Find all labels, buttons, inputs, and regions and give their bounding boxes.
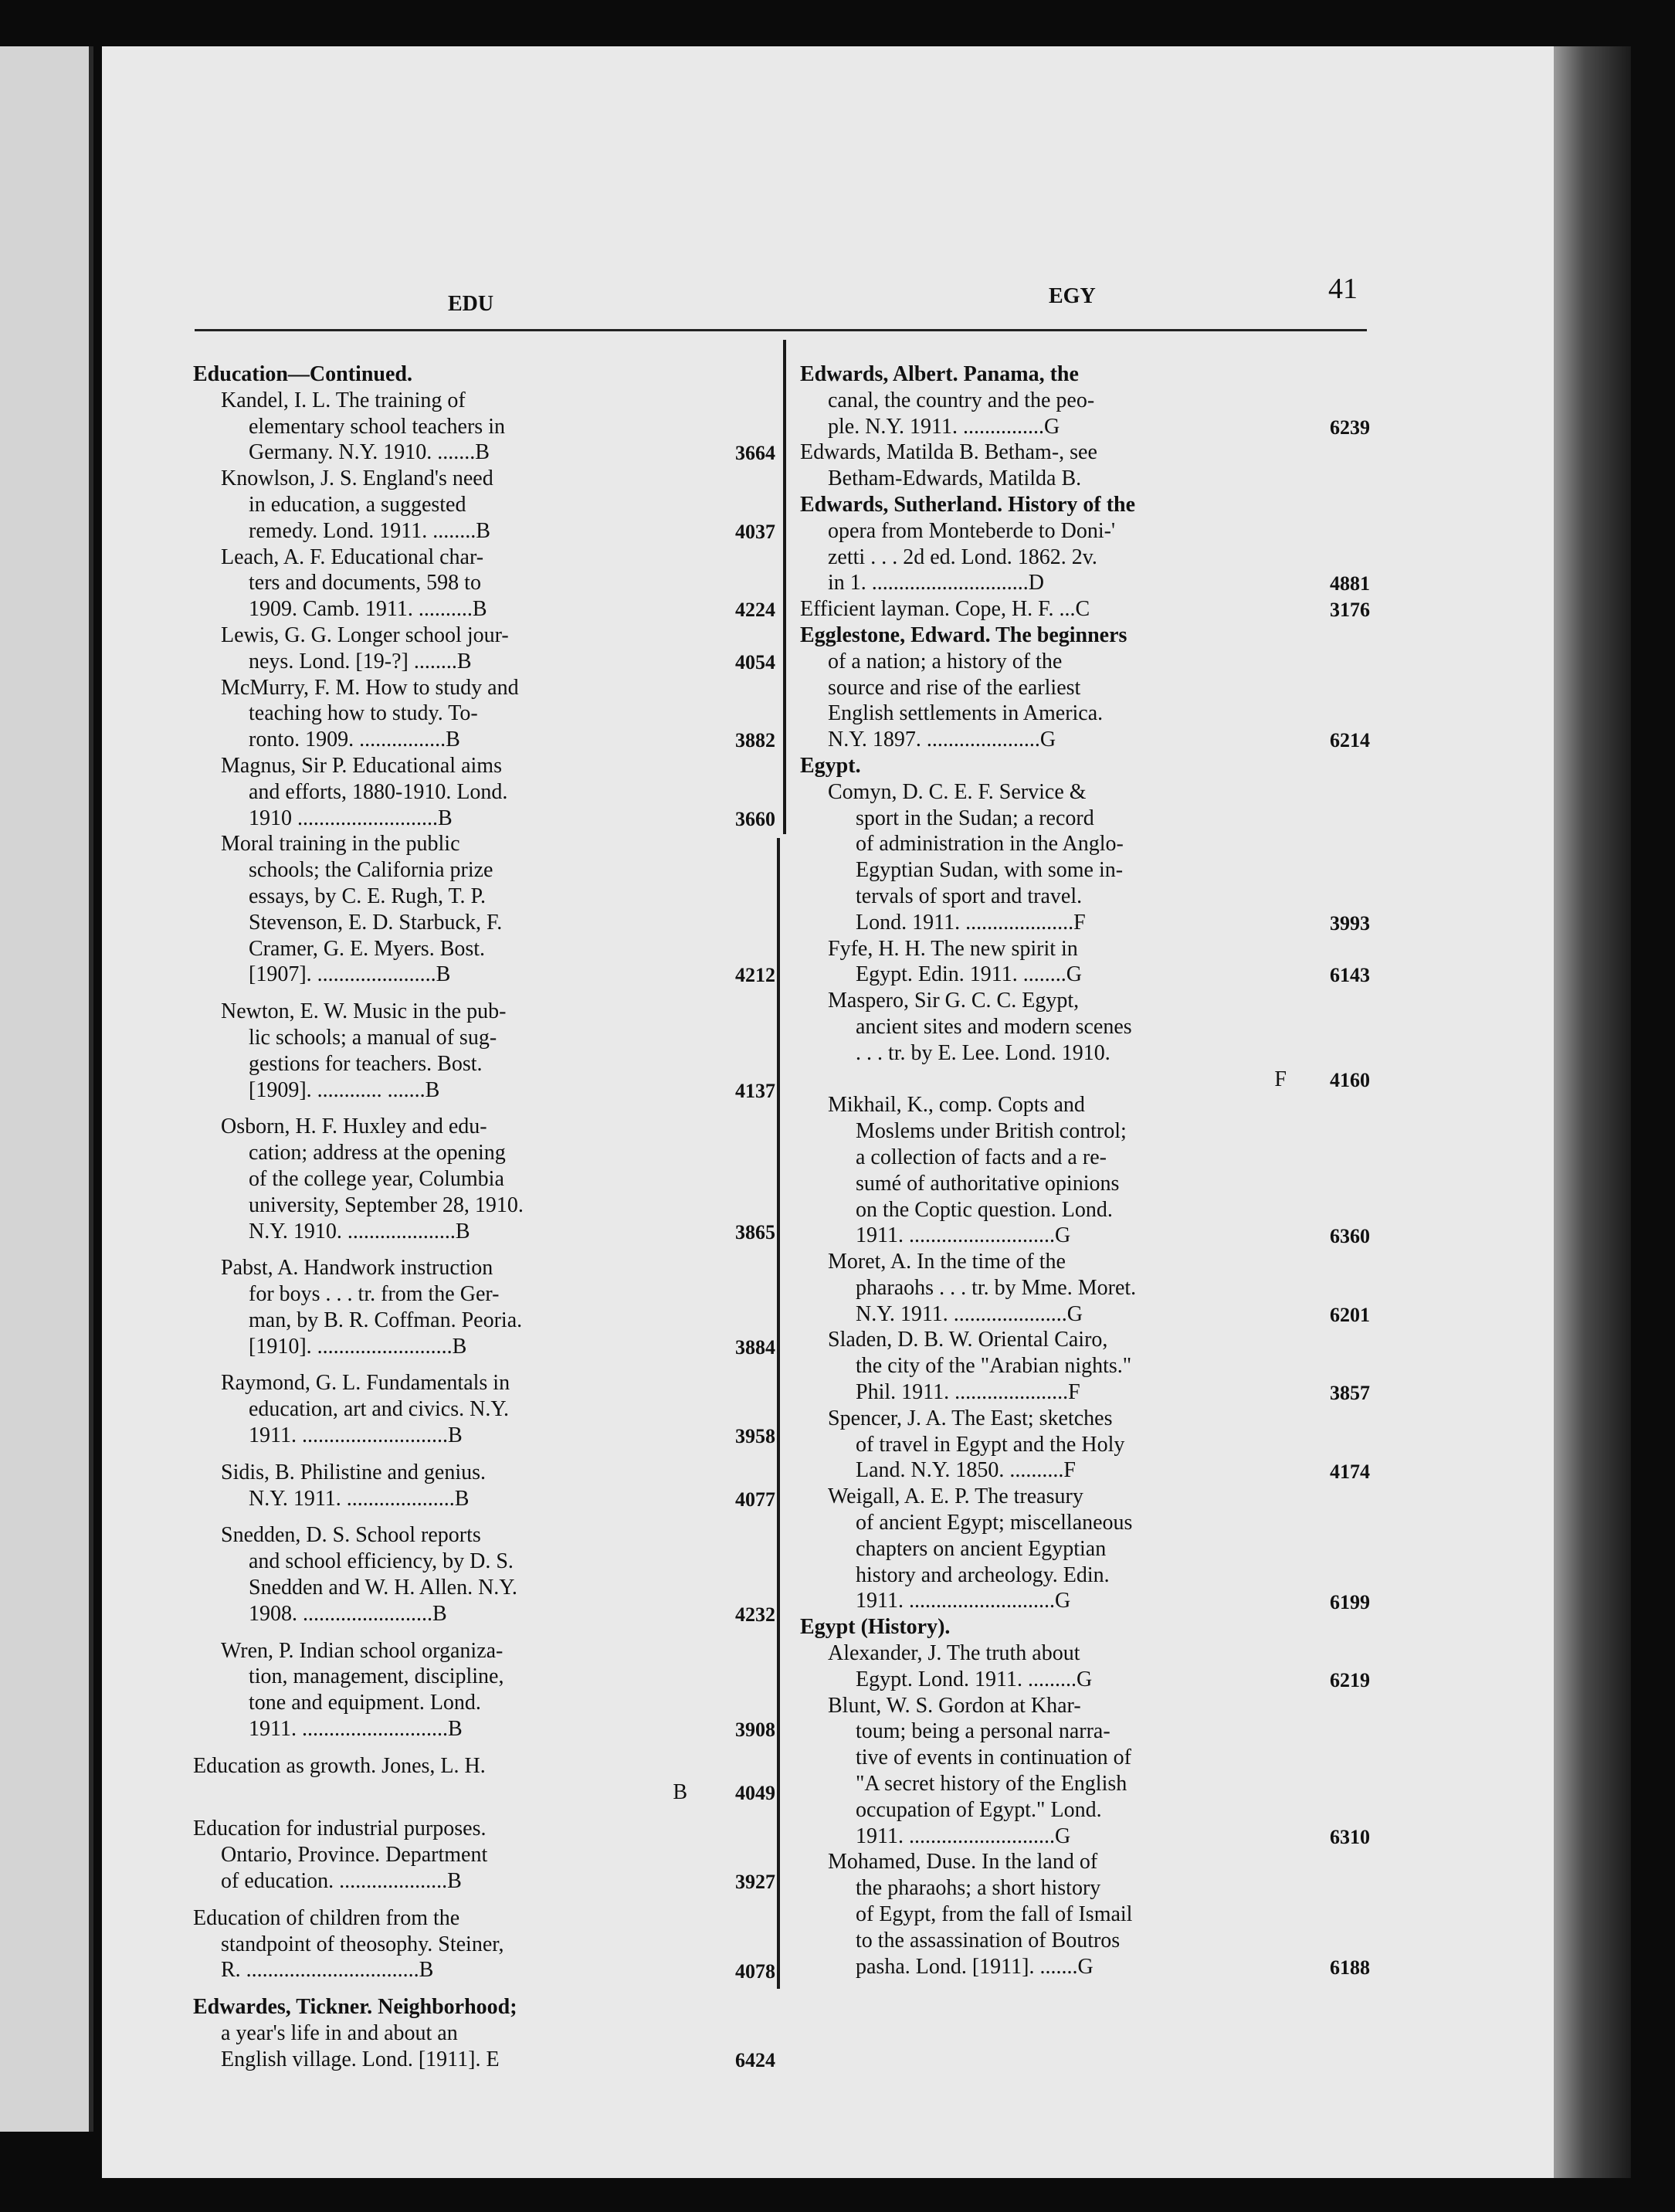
entry-line: Egypt. Lond. 1911. .........G	[856, 1667, 1093, 1691]
entry-line: schools; the California prize	[249, 858, 493, 883]
entry-line: zetti . . . 2d ed. Lond. 1862. 2v.	[828, 545, 1097, 569]
entry-line: Sidis, B. Philistine and genius.	[221, 1460, 487, 1484]
call-number: 3176	[1330, 599, 1370, 622]
call-number: 4224	[735, 599, 775, 622]
entry-line: sport in the Sudan; a record	[856, 806, 1094, 830]
entry-line: Edwards, Matilda B. Betham-, see	[800, 440, 1097, 465]
entry-line: for boys . . . tr. from the Ger-	[249, 1282, 500, 1307]
entry-line: Edwards, Albert. Panama, the	[800, 362, 1079, 386]
entry-line: Snedden, D. S. School reports	[221, 1523, 481, 1548]
entry-line: ple. N.Y. 1911. ...............G	[828, 414, 1060, 439]
entry-line: N.Y. 1911. ....................B	[249, 1486, 470, 1511]
entry-line: essays, by C. E. Rugh, T. P.	[249, 884, 486, 908]
call-number: 3884	[735, 1335, 775, 1359]
call-number: 4174	[1330, 1460, 1370, 1483]
entry-line: pasha. Lond. [1911]. .......G	[856, 1954, 1093, 1979]
entry-line: ancient sites and modern scenes	[856, 1014, 1132, 1039]
entry-line: of a nation; a history of the	[828, 649, 1063, 673]
entry-line: of travel in Egypt and the Holy	[856, 1432, 1125, 1457]
entry-line: Knowlson, J. S. England's need	[221, 466, 493, 491]
entry-line: pharaohs . . . tr. by Mme. Moret.	[856, 1275, 1137, 1300]
entry-line: Maspero, Sir G. C. C. Egypt,	[828, 989, 1080, 1013]
entry-line: of the college year, Columbia	[249, 1166, 504, 1191]
entry-line: Kandel, I. L. The training of	[221, 388, 466, 412]
subject-heading: Egypt (History).	[800, 1615, 951, 1640]
entry-line: [1907]. ......................B	[249, 962, 451, 987]
entry-line: Betham-Edwards, Matilda B.	[828, 466, 1082, 491]
entry-line: and school efficiency, by D. S.	[249, 1549, 514, 1574]
entry-line: canal, the country and the peo-	[828, 388, 1095, 412]
call-number: 4881	[1330, 572, 1370, 595]
entry-line: Cramer, G. E. Myers. Bost.	[249, 936, 486, 961]
entry-line: Education as growth. Jones, L. H.	[193, 1753, 486, 1778]
call-number: 3927	[735, 1871, 775, 1894]
entry-line: university, September 28, 1910.	[249, 1193, 524, 1217]
call-number: 6424	[735, 2049, 775, 2071]
entry-line: tion, management, discipline,	[249, 1664, 504, 1689]
call-number: 3660	[735, 807, 775, 830]
entry-line: teaching how to study. To-	[249, 701, 478, 726]
entry-line: Raymond, G. L. Fundamentals in	[221, 1371, 510, 1396]
facing-page-edge	[0, 46, 93, 2132]
entry-line: Weigall, A. E. P. The treasury	[828, 1484, 1083, 1509]
entry-line: . . . tr. by E. Lee. Lond. 1910.	[856, 1040, 1110, 1065]
entry-line: a year's life in and about an	[221, 2021, 458, 2046]
call-number: 6310	[1330, 1825, 1370, 1848]
entry-line: Germany. N.Y. 1910. .......B	[249, 440, 490, 465]
entry-line: [1909]. ............ .......B	[249, 1077, 440, 1102]
call-number: 3664	[735, 442, 775, 465]
entry-line: Blunt, W. S. Gordon at Khar-	[828, 1693, 1081, 1718]
entry-line: remedy. Lond. 1911. ........B	[249, 518, 490, 543]
call-number: 4054	[735, 650, 775, 673]
running-head-left: EDU	[448, 292, 494, 316]
entry-line: Moslems under British control;	[856, 1119, 1127, 1144]
entry-line: Mohamed, Duse. In the land of	[828, 1850, 1098, 1874]
entry-line: source and rise of the earliest	[828, 675, 1081, 700]
entry-line: opera from Monteberde to Doni-'	[828, 518, 1116, 543]
entry-line: elementary school teachers in	[249, 414, 505, 439]
entry-line: Edwards, Sutherland. History of the	[800, 492, 1136, 517]
entry-line: ters and documents, 598 to	[249, 571, 481, 595]
entry-line: R. ................................B	[221, 1958, 434, 1983]
entry-line: Wren, P. Indian school organiza-	[221, 1638, 504, 1663]
call-number: 6214	[1330, 729, 1370, 752]
page-number: 41	[1328, 273, 1358, 305]
call-number: 4077	[735, 1488, 775, 1511]
entry-line: Education of children from the	[193, 1905, 460, 1930]
entry-line: N.Y. 1897. .....................G	[828, 728, 1056, 752]
entry-line: tervals of sport and travel.	[856, 884, 1083, 908]
call-number: 4232	[735, 1603, 775, 1626]
entry-line: Leach, A. F. Educational char-	[221, 545, 484, 569]
entry-line: B	[673, 1779, 687, 1804]
entry-line: 1910 ..........................B	[249, 806, 453, 830]
call-number: 3865	[735, 1220, 775, 1243]
entry-line: tone and equipment. Lond.	[249, 1691, 481, 1715]
entry-line: Education for industrial purposes.	[193, 1817, 487, 1841]
call-number: 3908	[735, 1718, 775, 1742]
entry-line: English village. Lond. [1911]. E	[221, 2047, 500, 2071]
entry-line: chapters on ancient Egyptian	[856, 1536, 1107, 1561]
entry-line: education, art and civics. N.Y.	[249, 1397, 509, 1422]
entry-line: lic schools; a manual of sug-	[249, 1025, 497, 1050]
entry-line: ronto. 1909. ................B	[249, 728, 460, 752]
entry-line: the pharaohs; a short history	[856, 1876, 1101, 1901]
column-divider-upper	[783, 340, 786, 834]
call-number: 4037	[735, 520, 775, 543]
entry-line: Egypt. Edin. 1911. ........G	[856, 962, 1082, 987]
entry-line: Mikhail, K., comp. Copts and	[828, 1093, 1085, 1118]
entry-line: "A secret history of the English	[856, 1772, 1127, 1796]
entry-line: [1910]. .........................B	[249, 1334, 467, 1359]
entry-line: of ancient Egypt; miscellaneous	[856, 1511, 1133, 1535]
call-number: 6143	[1330, 964, 1370, 987]
entry-line: Fyfe, H. H. The new spirit in	[828, 936, 1078, 961]
entry-line: tive of events in continuation of	[856, 1746, 1131, 1770]
entry-line: man, by B. R. Coffman. Peoria.	[249, 1308, 523, 1332]
entry-line: Egglestone, Edward. The beginners	[800, 623, 1127, 647]
entry-line: neys. Lond. [19-?] ........B	[249, 649, 472, 673]
entry-line: N.Y. 1911. .....................G	[856, 1301, 1083, 1326]
entry-line: 1911. ...........................B	[249, 1423, 463, 1448]
entry-line: Lewis, G. G. Longer school jour-	[221, 623, 509, 647]
call-number: 6188	[1330, 1956, 1370, 1979]
call-number: 4137	[735, 1079, 775, 1102]
entry-line: Newton, E. W. Music in the pub-	[221, 999, 507, 1024]
entry-line: Magnus, Sir P. Educational aims	[221, 753, 502, 778]
call-number: 4078	[735, 1959, 775, 1983]
entry-line: of administration in the Anglo-	[856, 832, 1124, 857]
call-number: 4049	[735, 1781, 775, 1804]
entry-line: Pabst, A. Handwork instruction	[221, 1256, 493, 1281]
call-number: 3882	[735, 729, 775, 752]
entry-line: Lond. 1911. ....................F	[856, 910, 1086, 935]
entry-line: history and archeology. Edin.	[856, 1562, 1110, 1587]
entry-line: Spencer, J. A. The East; sketches	[828, 1406, 1113, 1430]
entry-line: in 1. .............................D	[828, 571, 1044, 595]
call-number: 3993	[1330, 911, 1370, 935]
entry-line: gestions for teachers. Bost.	[249, 1051, 483, 1076]
call-number: 3958	[735, 1425, 775, 1448]
entry-line: 1908. ........................B	[249, 1601, 447, 1626]
entry-line: toum; being a personal narra-	[856, 1719, 1110, 1744]
entry-line: standpoint of theosophy. Steiner,	[221, 1932, 504, 1956]
entry-line: Ontario, Province. Department	[221, 1843, 488, 1868]
entry-line: a collection of facts and a re-	[856, 1145, 1107, 1169]
entry-line: 1911. ...........................B	[249, 1717, 463, 1742]
call-number: 6239	[1330, 416, 1370, 439]
entry-line: 1911. ...........................G	[856, 1824, 1071, 1848]
entry-line: Moral training in the public	[221, 832, 460, 857]
entry-line: and efforts, 1880-1910. Lond.	[249, 779, 508, 804]
entry-line: sumé of authoritative opinions	[856, 1171, 1120, 1196]
right-column	[800, 361, 1287, 1980]
entry-line: 1911. ...........................G	[856, 1589, 1071, 1613]
entry-line: N.Y. 1910. ....................B	[249, 1219, 470, 1243]
entry-line: Osborn, H. F. Huxley and edu-	[221, 1114, 487, 1139]
left-column	[193, 361, 687, 2084]
entry-line: occupation of Egypt." Lond.	[856, 1797, 1102, 1822]
call-number: 3857	[1330, 1382, 1370, 1405]
call-number: 4212	[735, 964, 775, 987]
entry-line: to the assassination of Boutros	[856, 1928, 1121, 1952]
entry-line: 1909. Camb. 1911. ..........B	[249, 597, 487, 622]
header-rule	[195, 329, 1367, 331]
entry-line: Alexander, J. The truth about	[828, 1641, 1080, 1666]
subject-heading: Egypt.	[800, 753, 861, 778]
column-divider-lower	[777, 838, 780, 1989]
call-number: 6219	[1330, 1669, 1370, 1691]
entry-line: 1911. ...........................G	[856, 1223, 1071, 1248]
entry-line: English settlements in America.	[828, 701, 1104, 726]
section-heading: Education—Continued.	[193, 362, 412, 386]
entry-line: Phil. 1911. .....................F	[856, 1380, 1080, 1405]
entry-line: Comyn, D. C. E. F. Service &	[828, 779, 1087, 804]
entry-line: Moret, A. In the time of the	[828, 1250, 1066, 1274]
entry-line: in education, a suggested	[249, 492, 466, 517]
entry-line: of Egypt, from the fall of Ismail	[856, 1902, 1133, 1927]
page-binding-edge	[1554, 46, 1631, 2178]
call-number: 4160	[1330, 1068, 1370, 1091]
running-head-right: EGY	[1049, 284, 1096, 308]
call-number: 6360	[1330, 1225, 1370, 1248]
entry-line: Snedden and W. H. Allen. N.Y.	[249, 1576, 517, 1600]
entry-line: Edwardes, Tickner. Neighborhood;	[193, 1995, 517, 2020]
entry-line: on the Coptic question. Lond.	[856, 1197, 1113, 1222]
entry-line: cation; address at the opening	[249, 1141, 506, 1165]
entry-line: of education. ....................B	[221, 1869, 462, 1894]
call-number: 6201	[1330, 1303, 1370, 1326]
entry-line: Sladen, D. B. W. Oriental Cairo,	[828, 1328, 1108, 1352]
entry-line: Egyptian Sudan, with some in-	[856, 858, 1124, 883]
entry-line: McMurry, F. M. How to study and	[221, 675, 519, 700]
entry-line: Efficient layman. Cope, H. F. ...C	[800, 597, 1090, 622]
entry-line: Stevenson, E. D. Starbuck, F.	[249, 910, 503, 935]
entry-line: the city of the "Arabian nights."	[856, 1354, 1132, 1379]
entry-line: Land. N.Y. 1850. ..........F	[856, 1458, 1076, 1483]
call-number: 6199	[1330, 1590, 1370, 1613]
entry-line: F	[1274, 1067, 1287, 1091]
